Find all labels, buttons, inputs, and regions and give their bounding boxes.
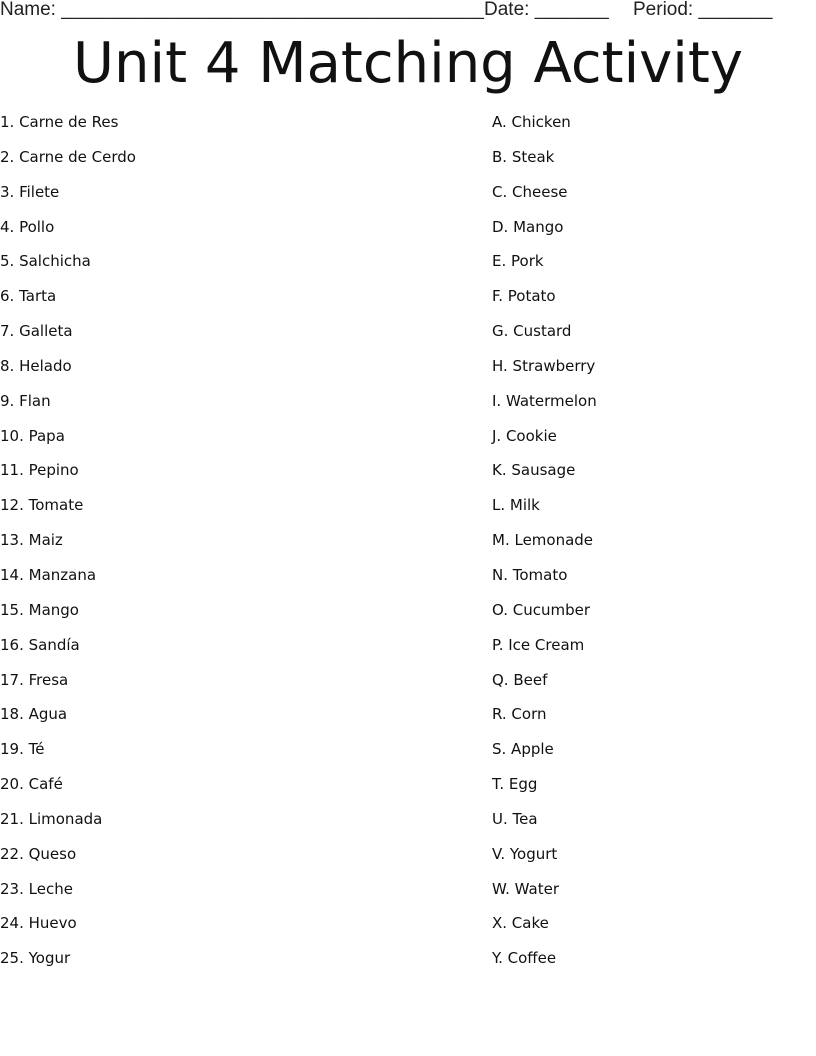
term-item: 7. Galleta [0,322,73,341]
term-item: 18. Agua [0,705,68,724]
term-item: 25. Yogur [0,949,71,968]
answer-item: E. Pork [492,252,544,271]
term-item: 19. Té [0,740,45,759]
term-item: 4. Pollo [0,217,55,236]
term-item: 20. Café [0,775,63,794]
name-field-label: Name: ________________________________________ [0,0,484,20]
answer-item: B. Steak [492,147,555,166]
term-item: 12. Tomate [0,496,84,515]
answer-item: X. Cake [492,914,549,933]
answer-item: U. Tea [492,809,538,828]
term-item: 8. Helado [0,356,72,375]
answer-item: N. Tomato [492,565,568,584]
answer-item: H. Strawberry [492,356,596,375]
term-item: 16. Sandía [0,635,80,654]
answer-item: S. Apple [492,740,554,759]
answer-item: M. Lemonade [492,531,594,550]
period-field-label: Period: _______ [633,0,773,20]
answer-item: Q. Beef [492,670,548,689]
answer-item: G. Custard [492,322,572,341]
term-item: 1. Carne de Res [0,113,119,131]
term-item: 9. Flan [0,391,51,410]
term-item: 10. Papa [0,426,65,445]
terms-list [0,110,136,981]
worksheet-header [0,0,816,22]
term-item: 6. Tarta [0,287,57,306]
answers-list [492,110,597,981]
term-item: 5. Salchicha [0,252,91,271]
term-item: 23. Leche [0,879,73,898]
answer-item: V. Yogurt [492,844,558,863]
answer-item: L. Milk [492,496,540,515]
page-title: Unit 4 Matching Activity [73,31,743,96]
term-item: 2. Carne de Cerdo [0,147,136,166]
answer-item: P. Ice Cream [492,635,585,654]
answer-item: A. Chicken [492,113,571,131]
answer-item: T. Egg [492,775,538,794]
answer-item: W. Water [492,879,559,898]
answer-item: Y. Coffee [492,949,557,968]
answer-item: C. Cheese [492,182,568,201]
answer-item: R. Corn [492,705,547,724]
answer-item: F. Potato [492,287,556,306]
answer-item: J. Cookie [492,426,557,445]
answer-item: I. Watermelon [492,391,597,410]
date-field-label: Date: _______ [484,0,609,20]
term-item: 24. Huevo [0,914,77,933]
term-item: 22. Queso [0,844,77,863]
term-item: 11. Pepino [0,461,79,480]
answer-item: D. Mango [492,217,564,236]
term-item: 21. Limonada [0,809,103,828]
answer-item: O. Cucumber [492,600,590,619]
term-item: 3. Filete [0,182,60,201]
term-item: 14. Manzana [0,565,97,584]
answer-item: K. Sausage [492,461,576,480]
term-item: 15. Mango [0,600,79,619]
term-item: 13. Maiz [0,531,63,550]
term-item: 17. Fresa [0,670,69,689]
